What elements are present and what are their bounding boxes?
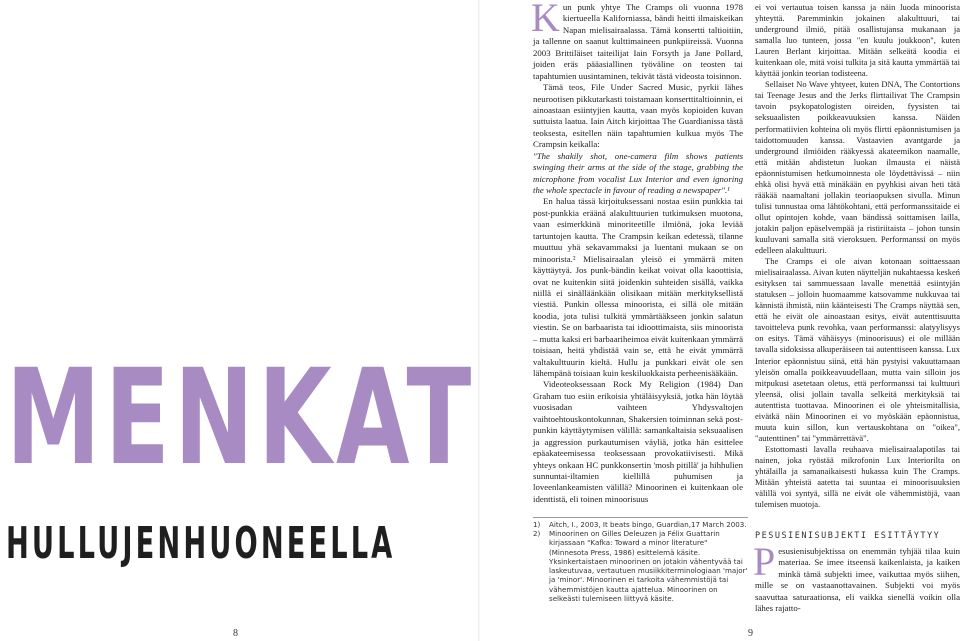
title-main: MENKAT — [6, 341, 476, 495]
section-body — [753, 539, 960, 615]
paragraph: ei voi vertautua toisen kanssa ja näin luoda minoorista yhteyttä. Paremminkin jokainen alakulttuuri, tai underground ilmiö, pitää osallistujansa mukanaan ja samalla luo tunteen, jossa "en kuulu joukkoon", kuten Lauren Berlant kirjoittaa. Mitään selkeätä koodia ei kuitenkaan ole, mitä voisi tulkita ja sitä kautta ymmärtää tai käyttää jonkin teorian todisteena. — [755, 2, 960, 79]
section-heading: PESUSIENISUBJEKTI ESITTÄYTYY — [755, 531, 941, 541]
footnote-text: Minoorinen on Gilles Deleuzen ja Félix Guattarin kirjassaan "Kafka: Toward a minor literature" (Minnesota Press, 1986) esittelemä käsite. Yksinkertaistaen minoorinen on jotakin vähentyvää tai laskeutuvaa, vertautuen musiikkiterminologiaan 'major' ja 'minor'. Minoorinen ei tarkoita vähemmistöjä tai vähemmistöjen kautta ajattelua. Minoorinen on selkeästi tulemiseen liittyvä käsite. — [549, 529, 748, 603]
page-number-left: 8 — [233, 628, 238, 639]
block-quote: "The shakily shot, one-camera film shows patients swinging their arms at the side of the stage, grabbing the microphone from vocalist Lux Interior and even ignoring the whole spectacle in favour of reading a newspaper".¹ — [533, 150, 743, 195]
paragraph: Videoteoksessaan Rock My Religion (1984) Dan Graham tuo esiin erikoisia yhtäläisyyksiä, jotka hän löytää vuosisadan vaihteen Yhdysvaltojen vaihtoehtouskontokunnan, Shakersien toiminnan sekä post-punkin käyttäytymisen välillä: samankaltaisia seksuaalisen ja aggression purkautumisen väyliä, jotka hän esittelee epäakateemisessa teoksessaan provokatiivisesti. Mikä yhteys onkaan HC punkkonsertin 'mosh pitillä' ja hihhulien sunnuntai-iltamien kiellillä puhumisen ja loveenlankeamisten välillä? Minoorinen ei kuitenkaan ole identtistä, eli toinen minoorisuus — [533, 379, 743, 504]
page-number-right: 9 — [748, 628, 753, 639]
footnote-number: 2) — [533, 529, 541, 539]
paragraph: The Cramps ei ole aivan kotonaan soittaessaan mielisairaalassa. Aivan kuten näytteljän nukahtaessa keskeń esityksen tai sammuessaan lavalle menettää esiintyjän statuksen – jolloin huomaamme katsovamme nukkuvaa tai kännistä ihmistä, niin käänteisesti The Cramps näyttää sen, että he eivät ole ainoastaan esitys, eivät autenttisuutta tavoitteleva punk revohka, vaan performanssi: alatyylisyys on esitys. Tämä vähäisyys (minoorisuus) ei ole millään tavalla sidoksissa alkuperäiseen tai autenttiseen kanssa. Lux Interior epäonnistuu siinä, että hän pystyisi vakuuttamaan yleisön omalla poikkeavuudellaan, mutta vain silloin jos mitpukusi asetetaan oletus, että performanssi tai kulttuuri yleensä, olisi jollain tavalla selkeitä merkityksiä tai autenttista tuottavaa. Minoorinen ei ole yhteismitallisia, eivätkä näin Minoorinen ei vo myöskään epäonnistua, muuta kuin sillon, kun vertauskohtana on "oikea", "autenttinen" tai "ymmärrettävä". — [755, 256, 960, 443]
footnotes — [533, 517, 748, 603]
paragraph: Sellaiset No Wave yhtyeet, kuten DNA, The Contortions tai Teenage Jesus and the Jerks flirttailivat The Crampsin tavoin psykopatologisten oireiden, fyysisten tai seksuaalisten poikkeavuuksien kanssa. Näiden performatiivien kohteina oli myös flirtti epäonnistumisen ja taidottomuuden kanssa. Vastaavien avantgarde ja underground ilmiöiden rääkyessä akateemikon naamalle, että mitään ahdistetun luokan ilmausta ei näistä epäonnistumisen hetkumoinnesta ole löydettävissä – niin ehkä olisi hyvä että minäkään en pyyhkisi aivan heti tätä rääkää naamaltani jollakin teoriaopuksen sivulla. Minun tulisi tunnustaa oma lähtökohtani, että performanssitaide ei ollut opintojen kohde, vaan bändissä soittamisen lailla, jotakin paljon epäselvempää ja ristiriitaista – johon tunsin kuuluvani samalla sitä vieroksuen. Performanssi on myös edelleen alakulttuuri. — [755, 79, 960, 256]
body-column-left — [533, 2, 743, 505]
body-column-right — [755, 2, 960, 510]
footnote-rule — [533, 517, 748, 518]
footnote-number: 1) — [533, 520, 541, 529]
dropcap-p: P — [753, 539, 776, 584]
title-subtitle: HULLUJENHUONEELLA — [6, 518, 396, 569]
footnote-text: Aitch, I., 2003, It beats bingo, Guardian,17 March 2003. — [549, 520, 747, 529]
paragraph: En halua tässä kirjoituksessani nostaa esiin punkkia tai post-punkkia eräänä alakulttuurien tutkimuksen muotona, vaan esimerkkinä minoriteetille ilmiönä, joka leviää tartuntojen kautta. The Crampsin keikan edetessä, tilanne muuttuu yhä sekavammaksi ja luentani mukaan se on minoorista.² Mielisairaalan yleisö ei ymmärrä miten käyttäytyä. Jos punk-bändin keikat voivat olla kaoottisia, ovat ne kuitenkin siitä joidenkin suhteiden sisällä, vaikka niillä ei sinälläänkään olisikaan mitään merkityksellistä viestiä. Punkin ollessa minoorista, ei sillä ole mitään koodia, jota tulisi tulkitä ymmärtääkseen jonkin salatun viestin. Se on barbaarista tai idioottimaista, siis minoorista – mutta kaksi eri barbaariheimoa eivät kuitenkaan ymmärrä toisiaan, heitä yhdistää vain se, että he eivät ymmärrä valtakulttuurin kieltä. Hullu ja punkkari eivät ole sen lähempänä toisiaan kuin keskiluokkaista perheenisääkään. — [533, 196, 743, 378]
paragraph: Estottomasti lavalla reuhaava mielisairaalapotilas tai nainen, joka ryöstää mikrofonin Lux Interiorilta on yhtälailla ja samanaikaisesti hukassa kuin The Cramps. Mitään yhteistä aatetta tai suuntaa ei minoorisuuksien välillä voi syntyä, sillä ne eivät ole vähemmistöjä, vaan tulemisen muotoja. — [755, 443, 960, 510]
paragraph-intro: Kun punk yhtye The Cramps oli vuonna 1978 kiertueella Kaliforniassa, bändi heitti ilmaiskeikan Napan mielisairaalassa. Tämä konsertti taltioitiin, ja tallenne on saanut kulttimaineen punkpiireissä. Vuonna 2003 Brittiläiset taiteilijat Iain Forsyth ja Jane Pollard, joiden eräs pääasiallinen työväline on teosten tai tapahtumien uusintaminen, tekivät tästä videosta toisinnon. — [531, 0, 743, 81]
section-paragraph: Pesusienisubjektissa on enemmän tyhjää tilaa kuin materiaa. Se imee itseensä kaikenlaista, ja kaiken minkä tämä subjekti imee, vaikuttaa myös siihen, mille se on vastaanottavainen. Subjekti voi myös saavuttaa saturaationsa, eli vaikka sienellä voikin olla lähes rajatto- — [753, 539, 960, 614]
footnote-item — [533, 529, 748, 603]
footnote-item — [533, 520, 748, 529]
paragraph: Tämä teos, File Under Sacred Music, pyrkii lähes neurootisen pikkutarkasti toistamaan konserttitaltioinnin, ei ainoastaan esiintyjien kautta, vaan myös kopioiden kuvan suttuista laatua. Iain Aitch kirjoittaa The Guardianissa tästä teoksesta, esitellen näin tapahtumien kulkua myös The Crampsin keikalla: — [533, 82, 743, 150]
dropcap-k: K — [531, 0, 560, 40]
